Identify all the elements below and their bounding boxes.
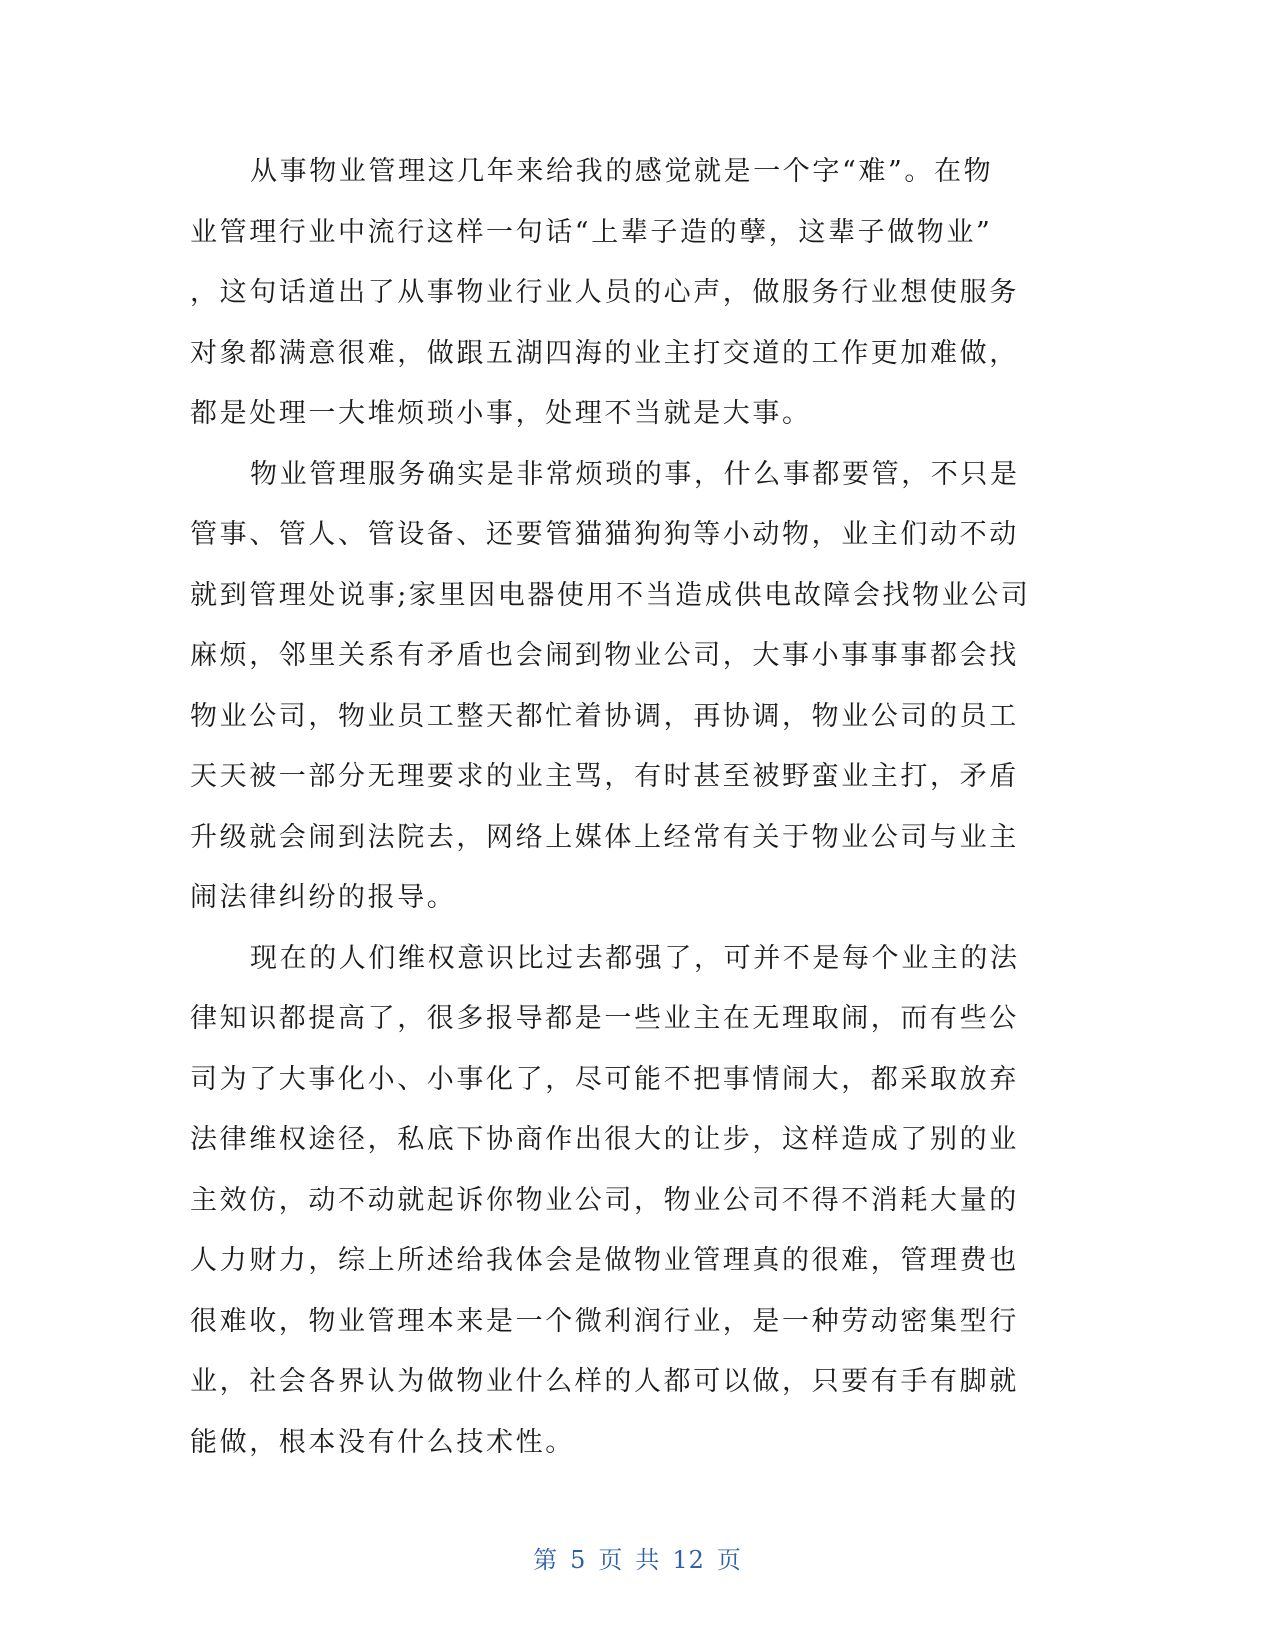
paragraph-1-line-5: 都是处理一大堆烦琐小事，处理不当就是大事。	[190, 398, 812, 429]
paragraph-1-line-3: ，这句话道出了从事物业行业人员的心声，做服务行业想使服务	[190, 277, 1019, 308]
page-footer	[0, 1540, 1275, 1575]
paragraph-3-line-7: 很难收，物业管理本来是一个微利润行业，是一种劳动密集型行	[190, 1305, 1019, 1337]
paragraph-3-line-6: 人力财力，综上所述给我体会是做物业管理真的很难，管理费也	[190, 1245, 1019, 1276]
paragraph-1-line-4: 对象都满意很难，做跟五湖四海的业主打交道的工作更加难做，	[190, 337, 1019, 369]
footer-total-pages: 12	[672, 1546, 705, 1574]
footer-prefix: 第	[533, 1546, 559, 1574]
paragraph-3-line-8: 业，社会各界认为做物业什么样的人都可以做，只要有手有脚就	[190, 1366, 1019, 1397]
body-text	[190, 142, 1080, 1473]
paragraph-3-line-5: 主效仿，动不动就起诉你物业公司，物业公司不得不消耗大量的	[190, 1184, 1019, 1216]
paragraph-1-line-2: 业管理行业中流行这样一句话“上辈子造的孽，这辈子做物业”	[190, 216, 993, 248]
footer-current-page: 5	[570, 1546, 587, 1574]
paragraph-2-line-2: 管事、管人、管设备、还要管猫猫狗狗等小动物，业主们动不动	[190, 519, 1019, 550]
paragraph-2-line-8: 闹法律纠纷的报导。	[190, 882, 457, 913]
paragraph-2-line-7: 升级就会闹到法院去，网络上媒体上经常有关于物业公司与业主	[190, 821, 1019, 853]
footer-page-unit: 页	[598, 1546, 624, 1574]
paragraph-2-line-1: 物业管理服务确实是非常烦琐的事，什么事都要管，不只是	[250, 458, 1020, 490]
paragraph-3-line-2: 律知识都提高了，很多报导都是一些业主在无理取闹，而有些公	[190, 1003, 1019, 1034]
paragraph-3-line-9: 能做，根本没有什么技术性。	[190, 1426, 575, 1458]
paragraph-3-line-1: 现在的人们维权意识比过去都强了，可并不是每个业主的法	[250, 942, 1020, 974]
paragraph-2-line-4: 麻烦，邻里关系有矛盾也会闹到物业公司，大事小事事事都会找	[190, 640, 1019, 671]
footer-total-unit: 页	[716, 1546, 742, 1574]
paragraph-3-line-3: 司为了大事化小、小事化了，尽可能不把事情闹大，都采取放弃	[190, 1063, 1019, 1095]
paragraph-2-line-3: 就到管理处说事;家里因电器使用不当造成供电故障会找物业公司	[190, 579, 1031, 611]
paragraph-2-line-6: 天天被一部分无理要求的业主骂，有时甚至被野蛮业主打，矛盾	[190, 761, 1019, 792]
paragraph-2-line-5: 物业公司，物业员工整天都忙着协调，再协调，物业公司的员工	[190, 700, 1019, 732]
footer-total-prefix: 共	[635, 1546, 661, 1574]
paragraph-1-line-1: 从事物业管理这几年来给我的感觉就是一个字“难”。在物	[250, 156, 994, 187]
paragraph-3-line-4: 法律维权途径，私底下协商作出很大的让步，这样造成了别的业	[190, 1124, 1019, 1155]
